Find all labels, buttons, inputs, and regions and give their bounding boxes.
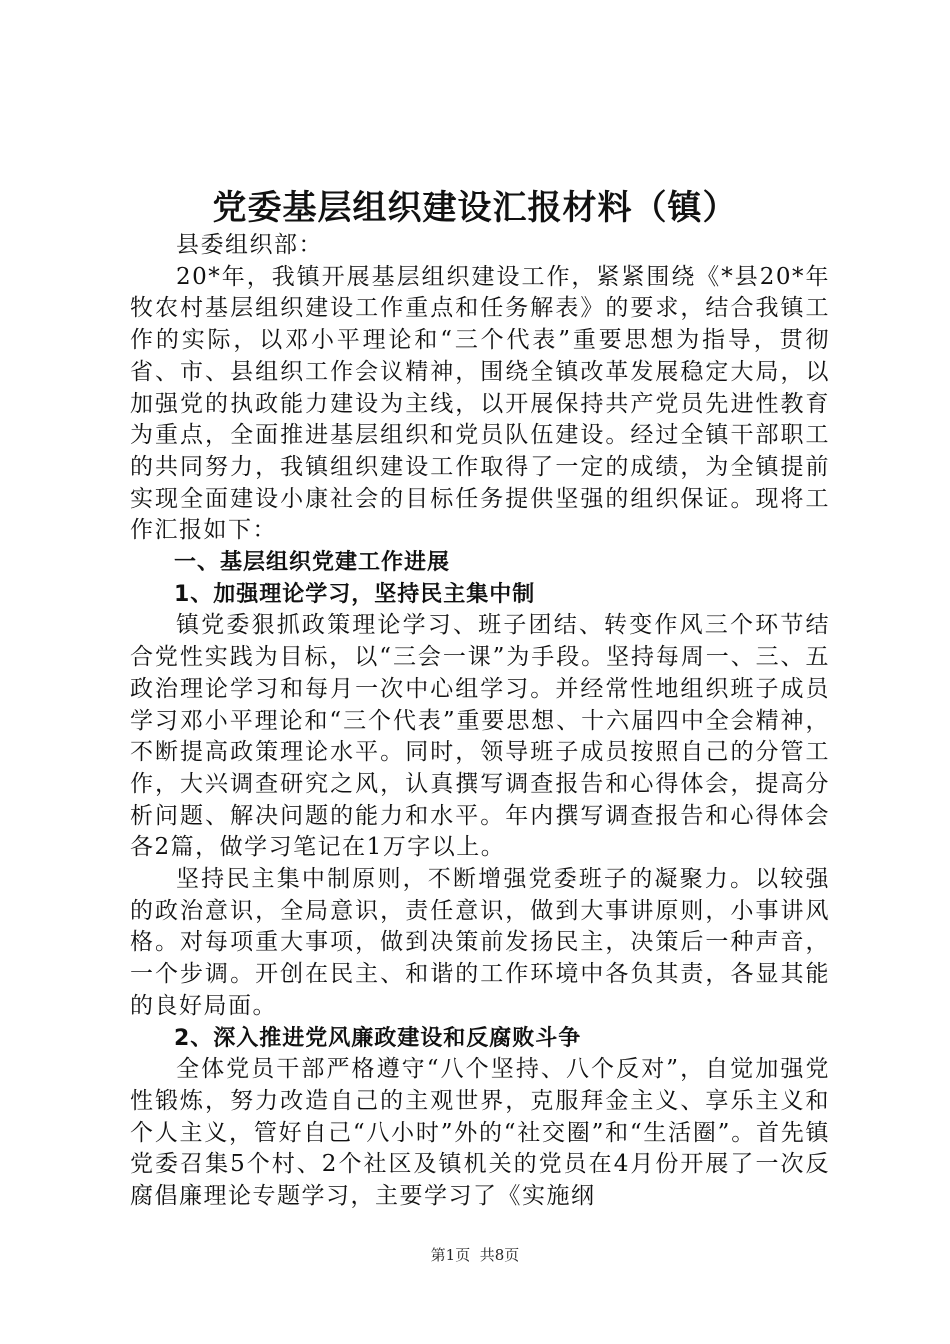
page-number: 第1页 bbox=[430, 1246, 471, 1264]
paragraph-theory-study: 镇党委狠抓政策理论学习、班子团结、转变作风三个环节结合党性实践为目标，以“三会一课”为手段。坚持每周一、三、五政治理论学习和每月一次中心组学习。并经常性地组织班子成员学习邓小平理论和“三个代表”重要思想、十六届四中全会精神，不断提高政策理论水平。同时，领导班子成员按照自己的分管工作，大兴调查研究之风，认真撰写调查报告和心得体会，提高分析问题、解决问题的能力和水平。年内撰写调查报告和心得体会各2篇，做学习笔记在1万字以上。 bbox=[130, 612, 830, 861]
paragraph-intro: 20*年，我镇开展基层组织建设工作，紧紧围绕《*县20*年牧农村基层组织建设工作重点和任务解表》的要求，结合我镇工作的实际，以邓小平理论和“三个代表”重要思想为指导，贯彻省、市、县组织工作会议精神，围绕全镇改革发展稳定大局，以加强党的执政能力建设为主线，以开展保持共产党员先进性教育为重点，全面推进基层组织和党员队伍建设。经过全镇干部职工的共同努力，我镇组织建设工作取得了一定的成绩，为全镇提前实现全面建设小康社会的目标任务提供坚强的组织保证。现将工作汇报如下： bbox=[130, 263, 830, 544]
document-title: 党委基层组织建设汇报材料（镇） bbox=[212, 188, 738, 228]
page-footer bbox=[0, 1245, 950, 1265]
page-total: 共8页 bbox=[479, 1246, 520, 1264]
subsection-heading-2: 2、深入推进党风廉政建设和反腐败斗争 bbox=[174, 1025, 582, 1051]
document-body bbox=[130, 230, 830, 1213]
salutation: 县委组织部： bbox=[176, 232, 323, 258]
paragraph-democratic-centralism: 坚持民主集中制原则，不断增强党委班子的凝聚力。以较强的政治意识，全局意识，责任意识，做到大事讲原则，小事讲风格。对每项重大事项，做到决策前发扬民主，决策后一种声音，一个步调。开创在民主、和谐的工作环境中各负其责，各显其能的良好局面。 bbox=[130, 866, 830, 1019]
paragraph-anti-corruption: 全体党员干部严格遵守“八个坚持、八个反对”，自觉加强党性锻炼，努力改造自己的主观世界，克服拜金主义、享乐主义和个人主义，管好自己“八小时”外的“社交圈”和“生活圈”。首先镇党委召集5个村、2个社区及镇机关的党员在4月份开展了一次反腐倡廉理论专题学习，主要学习了《实施纲 bbox=[130, 1056, 830, 1210]
section-heading-1: 一、基层组织党建工作进展 bbox=[174, 550, 451, 576]
subsection-heading-1: 1、加强理论学习，坚持民主集中制 bbox=[174, 581, 536, 607]
